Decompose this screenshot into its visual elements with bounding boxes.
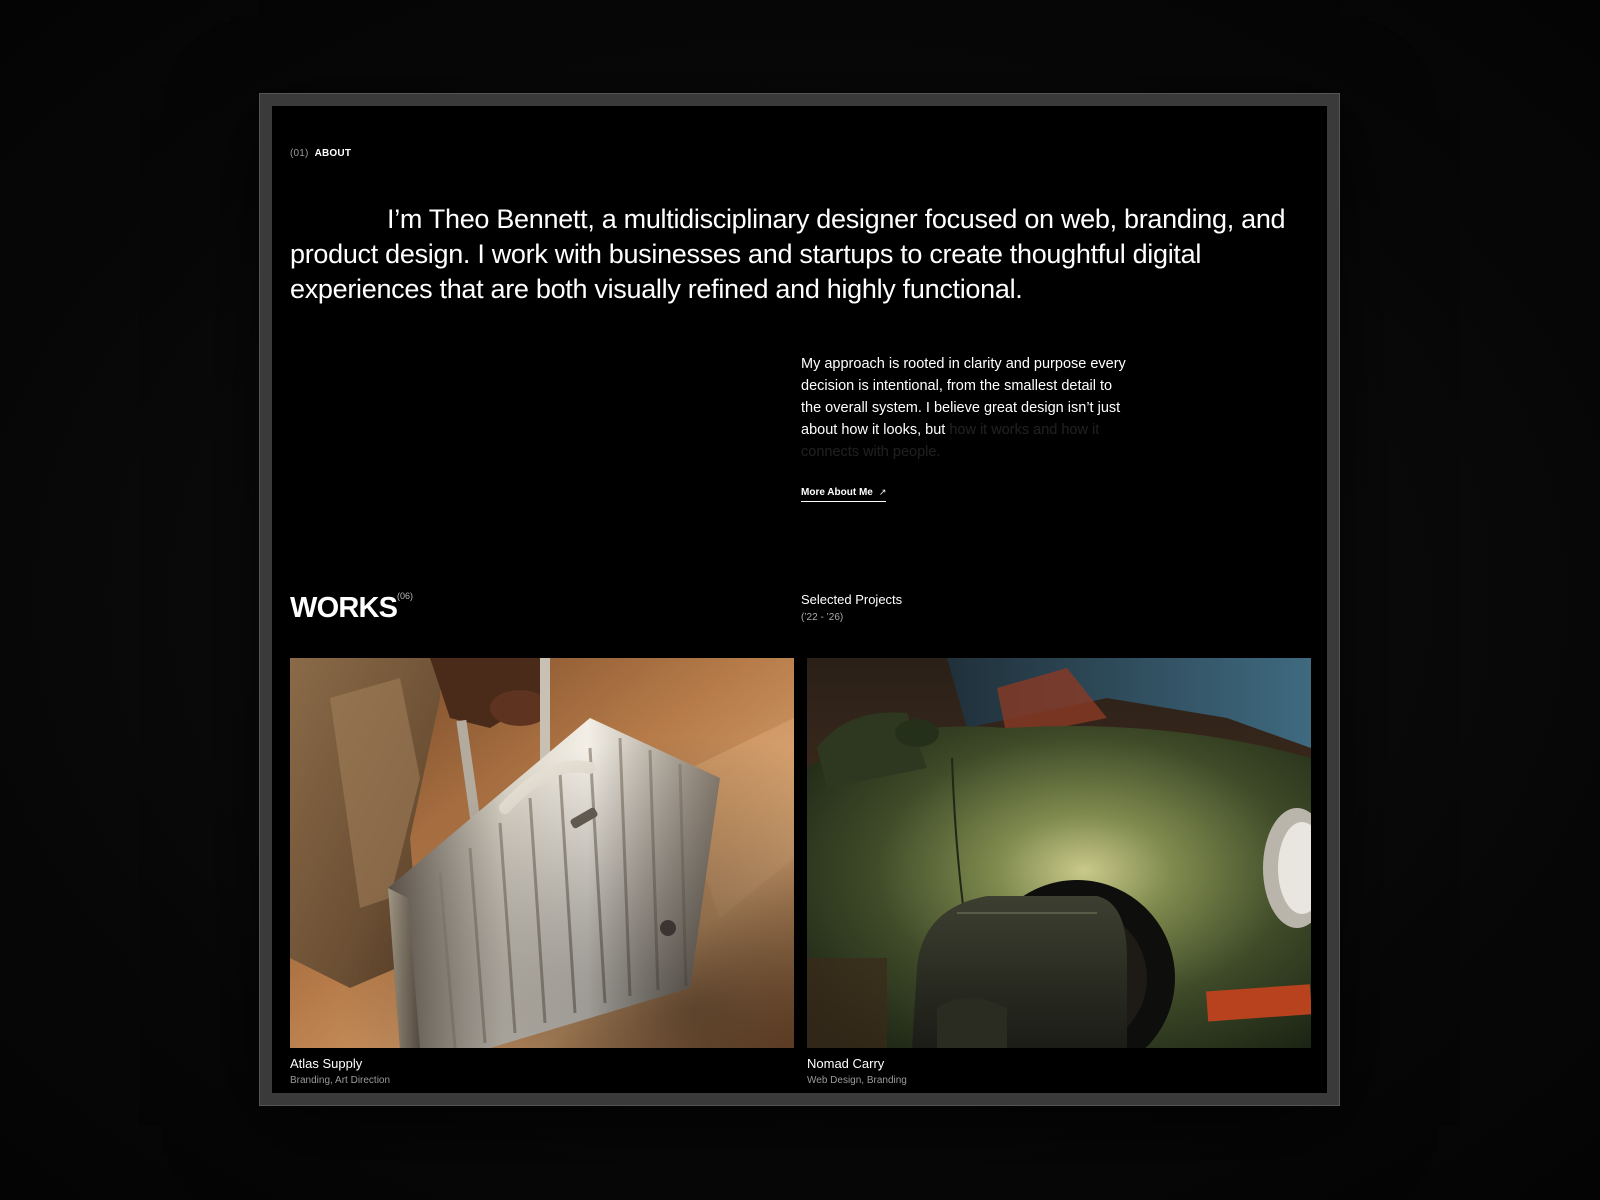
works-heading: WORKS — [290, 592, 398, 624]
section-tag-about — [290, 148, 351, 159]
selected-projects-label: Selected Projects — [801, 592, 903, 607]
section-label: ABOUT — [314, 148, 352, 159]
project-title-atlas-supply[interactable]: Atlas Supply — [290, 1056, 363, 1071]
project-image-nomad-carry[interactable] — [807, 658, 1311, 1048]
project-tags-nomad-carry: Web Design, Branding — [807, 1075, 907, 1086]
approach-faded-text: how it works and how it connects with people. — [801, 422, 1100, 460]
works-count: (06) — [397, 591, 414, 601]
arrow-up-right-icon: ↗ — [878, 487, 887, 497]
project-image-atlas-supply[interactable] — [290, 658, 794, 1048]
approach-paragraph — [801, 353, 1131, 463]
approach-text: My approach is rooted in clarity and purpose every decision is intentional, from the smallest detail to the overall system. I believe great design isn’t just about how it looks, but — [801, 356, 1126, 438]
selected-projects-years: (’22 - ’26) — [801, 612, 844, 623]
project-title-nomad-carry[interactable]: Nomad Carry — [807, 1056, 885, 1071]
more-about-me-link[interactable] — [801, 487, 886, 502]
intro-statement: I’m Theo Bennett, a multidisciplinary designer focused on web, branding, and product design. I work with businesses and startups to create thoughtful digital experiences that are both visually refined and highly functional. — [290, 204, 1286, 304]
project-tags-atlas-supply: Branding, Art Direction — [290, 1075, 391, 1086]
browser-frame — [259, 93, 1340, 1106]
section-index: (01) — [290, 148, 309, 159]
more-about-me-label: More About Me — [801, 487, 873, 498]
page-viewport — [272, 106, 1327, 1093]
